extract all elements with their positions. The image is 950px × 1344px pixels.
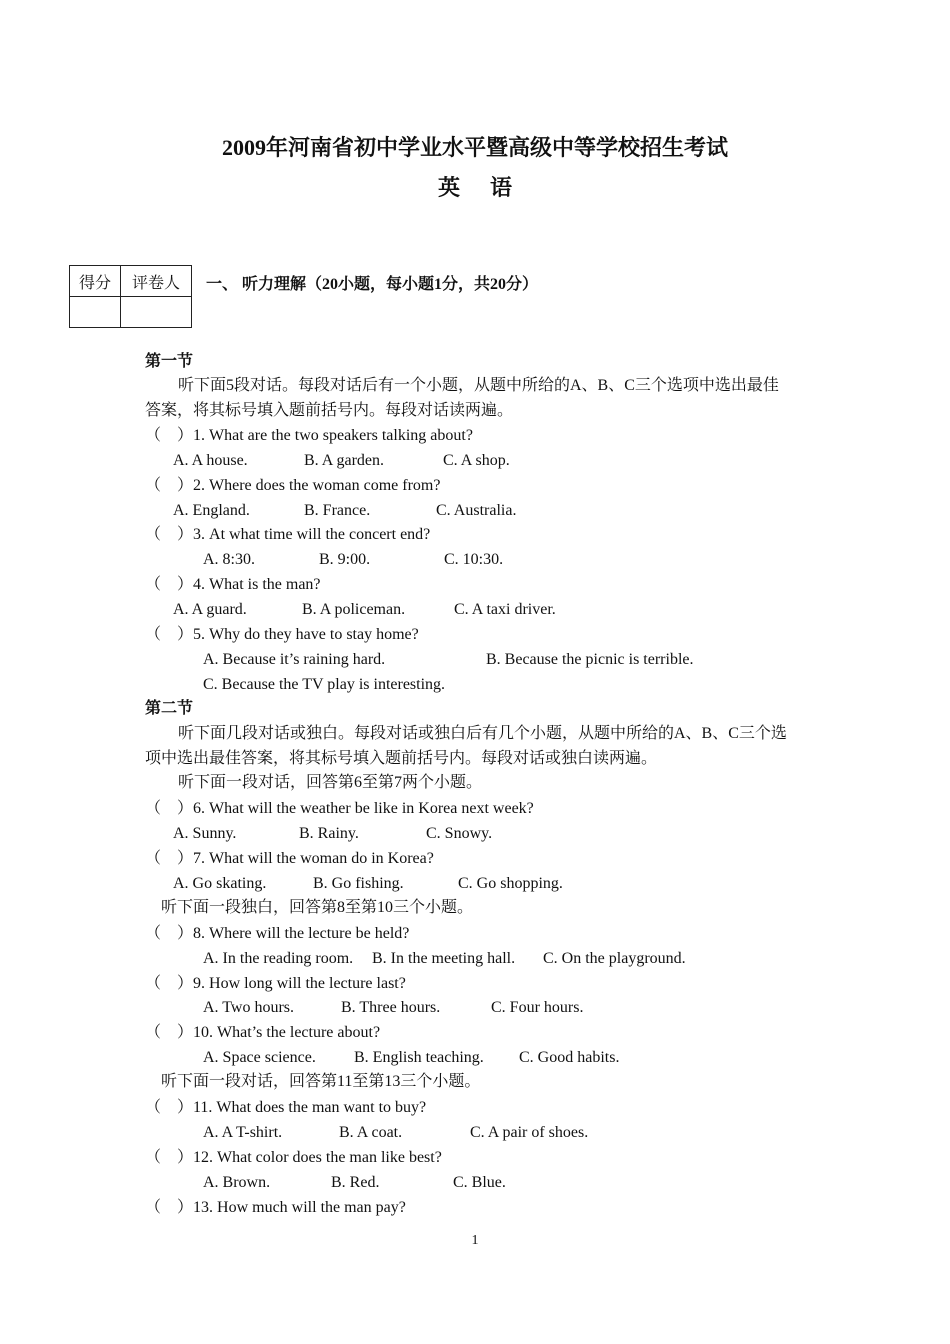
score-cell[interactable] — [70, 297, 121, 328]
option: B. A garden. — [304, 452, 384, 469]
option: B. Three hours. — [341, 999, 441, 1016]
question-text: 11. What does the man want to buy? — [193, 1099, 427, 1116]
question-text: 7. What will the woman do in Korea? — [193, 850, 434, 867]
option: A. Two hours. — [203, 999, 295, 1016]
answer-bracket[interactable]: （ ） — [145, 427, 194, 444]
question-8 — [145, 924, 409, 944]
option: B. France. — [304, 502, 371, 519]
question-text: 5. Why do they have to stay home? — [193, 626, 419, 643]
option: A. Space science. — [203, 1049, 316, 1066]
option: A. A T-shirt. — [203, 1124, 283, 1141]
score-label: 得分 — [70, 266, 121, 297]
question-4 — [145, 575, 321, 595]
answer-bracket[interactable]: （ ） — [145, 477, 194, 494]
option: C. A pair of shoes. — [470, 1124, 589, 1141]
answer-bracket[interactable]: （ ） — [145, 925, 194, 942]
option: C. A taxi driver. — [454, 601, 556, 618]
option: C. 10:30. — [444, 551, 504, 568]
question-9 — [145, 974, 406, 994]
question-12 — [145, 1148, 442, 1168]
part2-sub-instruction: 听下面一段对话，回答第11至第13三个小题。 — [161, 1073, 481, 1090]
option: B. In the meeting hall. — [372, 950, 516, 967]
answer-bracket[interactable]: （ ） — [145, 1024, 194, 1041]
question-13 — [145, 1198, 406, 1218]
option: A. England. — [173, 502, 250, 519]
option: B. Go fishing. — [313, 875, 404, 892]
part2-instruction-line1: 听下面几段对话或独白。每段对话或独白后有几个小题，从题中所给的A、B、C三个选 — [178, 725, 787, 742]
option: A. In the reading room. — [203, 950, 354, 967]
option: A. Sunny. — [173, 825, 237, 842]
option: B. 9:00. — [319, 551, 371, 568]
option: C. Australia. — [436, 502, 517, 519]
answer-bracket[interactable]: （ ） — [145, 526, 194, 543]
page-number: 1 — [471, 1233, 479, 1248]
part2-sub-instruction: 听下面一段对话，回答第6至第7两个小题。 — [178, 774, 483, 791]
answer-bracket[interactable]: （ ） — [145, 1149, 194, 1166]
answer-bracket[interactable]: （ ） — [145, 1099, 194, 1116]
question-text: 3. At what time will the concert end? — [193, 526, 431, 543]
answer-bracket[interactable]: （ ） — [145, 576, 194, 593]
question-text: 10. What’s the lecture about? — [193, 1024, 381, 1041]
question-text: 13. How much will the man pay? — [193, 1199, 406, 1216]
question-text: 8. Where will the lecture be held? — [193, 925, 410, 942]
option: A. A guard. — [173, 601, 247, 618]
question-text: 2. Where does the woman come from? — [193, 477, 441, 494]
question-text: 1. What are the two speakers talking about? — [193, 427, 473, 444]
part1-instruction-line1: 听下面5段对话。每段对话后有一个小题，从题中所给的A、B、C三个选项中选出最佳 — [178, 377, 779, 394]
option: A. Go skating. — [173, 875, 267, 892]
option: C. Because the TV play is interesting. — [203, 676, 446, 693]
part2-label: 第二节 — [145, 700, 194, 717]
part2-sub-instruction: 听下面一段独白，回答第8至第10三个小题。 — [161, 899, 474, 916]
question-text: 6. What will the weather be like in Korea next week? — [193, 800, 534, 817]
grader-label: 评卷人 — [121, 266, 192, 297]
answer-bracket[interactable]: （ ） — [145, 1199, 194, 1216]
exam-title: 2009年河南省初中学业水平暨高级中等学校招生考试 — [221, 135, 728, 160]
option: A. 8:30. — [203, 551, 255, 568]
question-1 — [145, 426, 473, 446]
option: C. Blue. — [453, 1174, 506, 1191]
option: B. A policeman. — [302, 601, 406, 618]
question-text: 12. What color does the man like best? — [193, 1149, 442, 1166]
part1-label: 第一节 — [145, 353, 194, 370]
question-3 — [145, 525, 430, 545]
question-text: 9. How long will the lecture last? — [193, 975, 406, 992]
option: B. Red. — [331, 1174, 380, 1191]
option: C. On the playground. — [543, 950, 686, 967]
option: C. A shop. — [443, 452, 510, 469]
option: B. A coat. — [339, 1124, 403, 1141]
question-11 — [145, 1098, 426, 1118]
option: B. Because the picnic is terrible. — [486, 651, 694, 668]
option: C. Snowy. — [426, 825, 493, 842]
question-text: 4. What is the man? — [193, 576, 321, 593]
option: A. A house. — [173, 452, 248, 469]
option: C. Go shopping. — [458, 875, 563, 892]
option: B. English teaching. — [354, 1049, 484, 1066]
question-10 — [145, 1023, 380, 1043]
part2-instruction-line2: 项中选出最佳答案，将其标号填入题前括号内。每段对话或独白读两遍。 — [145, 750, 658, 767]
option: B. Rainy. — [299, 825, 359, 842]
question-5 — [145, 625, 419, 645]
grader-cell[interactable] — [121, 297, 192, 328]
answer-bracket[interactable]: （ ） — [145, 850, 194, 867]
subject-title: 英语 — [437, 175, 542, 200]
section-heading: 一、 听力理解（20小题，每小题1分，共20分） — [206, 276, 539, 293]
option: C. Good habits. — [519, 1049, 620, 1066]
answer-bracket[interactable]: （ ） — [145, 800, 194, 817]
question-6 — [145, 799, 534, 819]
option: A. Because it’s raining hard. — [203, 651, 386, 668]
option: A. Brown. — [203, 1174, 271, 1191]
option: C. Four hours. — [491, 999, 584, 1016]
question-2 — [145, 476, 440, 496]
answer-bracket[interactable]: （ ） — [145, 626, 194, 643]
question-7 — [145, 849, 434, 869]
score-box — [69, 265, 192, 328]
part1-instruction-line2: 答案，将其标号填入题前括号内。每段对话读两遍。 — [145, 402, 514, 419]
answer-bracket[interactable]: （ ） — [145, 975, 194, 992]
